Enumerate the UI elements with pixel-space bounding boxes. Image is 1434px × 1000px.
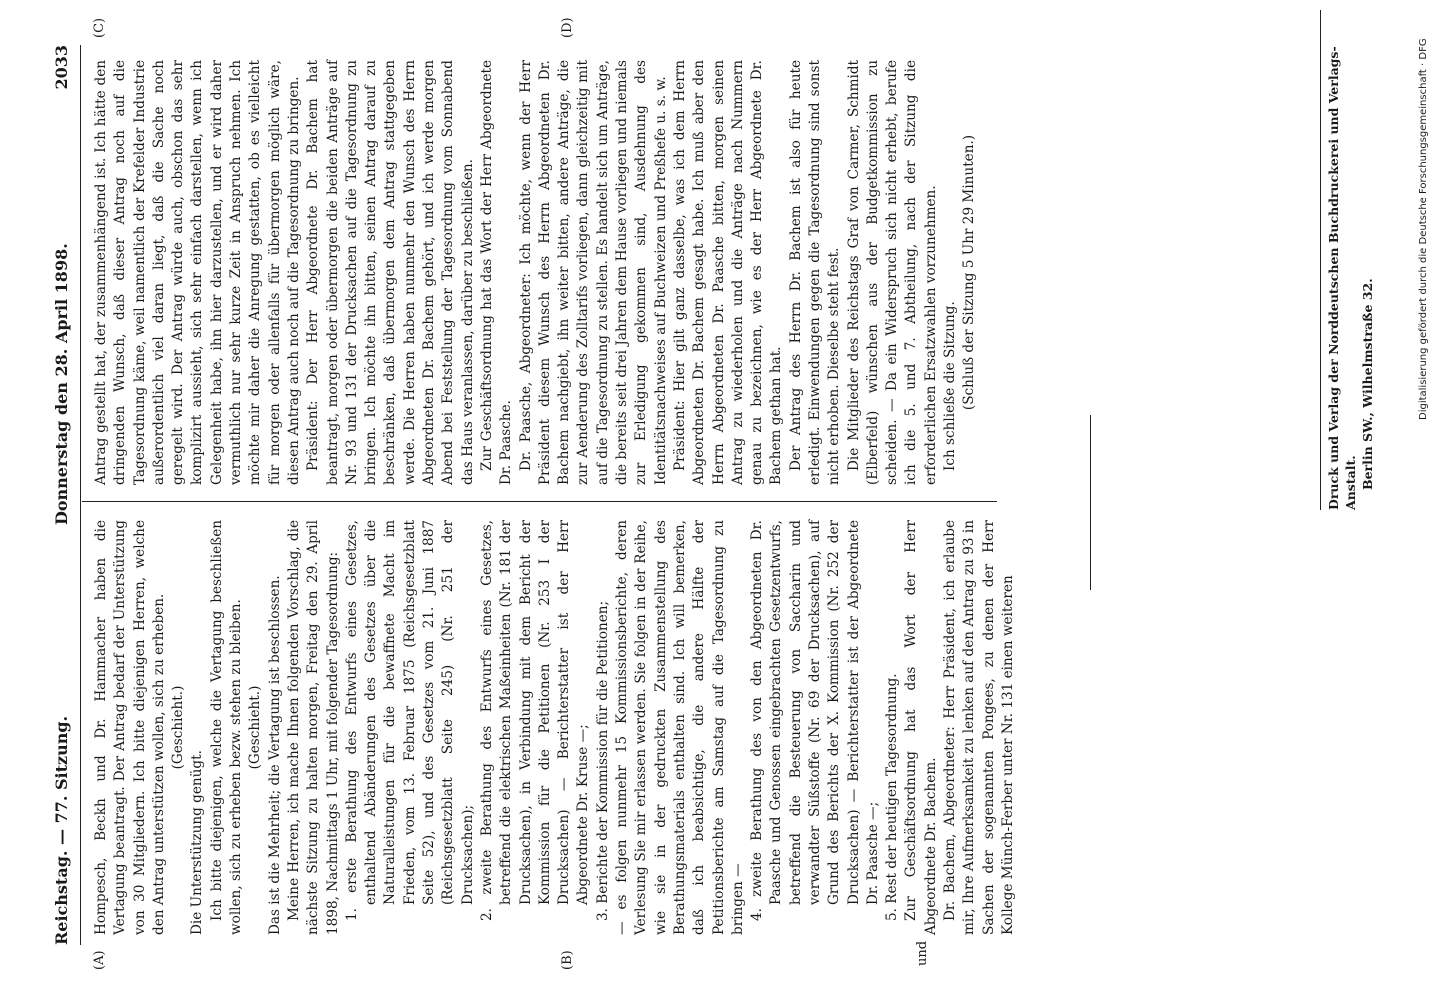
agenda-item: 1. erste Berathung des Entwurfs eines Gesetzes, enthaltend Abänderungen des Gesetzes über die Naturalleistungen für die bewaffnete Macht im Frieden, vom 13. Februar 1875 (Reichsgesetzblatt Seite 52), und des Gesetzes vom 21. Juni 1887 (Reichsgesetzblatt Seite 245) (Nr. 251 der Drucksachen); [343, 520, 476, 921]
imprint-line-2: Berlin SW., Wilhelmstraße 32. [1360, 278, 1375, 490]
und-word: und [915, 940, 930, 966]
agenda-item: 2. zweite Berathung des Entwurfs eines Gesetzes, betreffend die elektrischen Maßeinheiten (Nr. 181 der Drucksachen), in Verbindung mit dem Bericht der Kommission für die Petitionen (Nr. 253 I der Drucksachen) — Berichterstatter ist der Herr Abgeordnete Dr. Kruse —; [478, 520, 592, 921]
margin-mark-c: (C) [92, 17, 107, 38]
paragraph: Die Mitglieder des Reichstags Graf von Carmer, Schmidt (Elberfeld) wünschen aus der Budgetkommission zu scheiden. — Da ein Widerspruch sich nicht erhebt, berufe ich die 5. und 7. Abtheilung, nach der Sitzung die erforderlichen Ersatzwahlen vorzunehmen. [845, 60, 939, 485]
imprint-rule [1320, 10, 1321, 510]
printer-imprint [1325, 10, 1376, 510]
paragraph: (Schluß der Sitzung 5 Uhr 29 Minuten.) [961, 134, 978, 411]
header-center: Donnerstag den 28. April 1898. [52, 243, 71, 525]
paragraph: Dr. Paasche, Abgeordneter: Ich möchte, wenn der Herr Präsident diesem Wunsch des Herrn Abgeordneten Dr. Bachem nachgiebt, ihn weiter bitten, andere Anträge, die zur Aenderung des Zolltarifs vorliegen, dann gleichzeitig mit auf die Tagesordnung zu stellen. Es handelt sich um Anträge, die bereits seit drei Jahren dem Hause vorliegen und niemals zur Erledigung gekommen sind, Ausdehnung des Identitätsnachweises auf Buchweizen und Preßhefe u. s. w. [517, 60, 669, 485]
margin-mark-a: (A) [92, 950, 107, 970]
paragraph: Zur Geschäftsordnung hat das Wort der Herr Abgeordnete Dr. Bachem. [903, 520, 939, 935]
right-column [92, 60, 980, 485]
paragraph: Dr. Bachem, Abgeordneter: Herr Präsident, ich erlaube mir, Ihre Aufmerksamkeit zu lenken auf den Antrag zu 93 in Sachen der sogenannten Pongees, zu denen der Herr Kollege Münch-Ferber unter Nr. 131 einen weiteren [942, 520, 1016, 935]
header-left: Reichstag. — 77. Sitzung. [52, 715, 71, 945]
paragraph: Das ist die Mehrheit; die Vertagung ist beschlossen. [266, 575, 283, 935]
paragraph: Präsident: Der Herr Abgeordnete Dr. Bachem hat beantragt, morgen oder übermorgen die beiden Anträge auf Nr. 93 und 131 der Drucksachen auf die Tagesordnung zu bringen. Ich möchte ihn bitten, seinen Antrag darauf zu beschränken, daß übermorgen dem Antrag stattgegeben werde. Die Herren haben nunmehr den Wunsch des Herrn Abgeordneten Dr. Bachem gehört, und ich werde morgen Abend bei Feststellung der Tagesordnung vom Sonnabend das Haus veranlassen, darüber zu beschließen. [305, 60, 476, 485]
header-rule [80, 45, 81, 945]
agenda-item: 5. Rest der heutigen Tagesordnung. [884, 673, 901, 921]
margin-mark-b: (B) [560, 950, 575, 970]
digitization-note [1418, 0, 1429, 420]
paragraph: Meine Herren, ich mache Ihnen folgenden Vorschlag, die nächste Sitzung zu halten morgen, Freitag den 29. April 1898, Nachmittags 1 Uhr, mit folgender Tagesordnung: [285, 520, 341, 935]
paragraph: (Geschieht.) [170, 685, 187, 770]
column-divider [82, 501, 997, 502]
margin-mark-d: (D) [560, 17, 575, 38]
paragraph: Ich schließe die Sitzung. [942, 301, 959, 471]
left-column [92, 520, 1018, 935]
paragraph: Antrag gestellt hat, der zusammenhängend ist. Ich hätte den dringenden Wunsch, daß dieser Antrag noch auf die Tagesordnung käme, weil namentlich der Krefelder Industrie außerordentlich viel daran liegt, daß die Sache noch geregelt wird. Der Antrag würde auch, obschon das sehr komplizirt aussieht, sich sehr einfach darstellen, wenn ich Gelegenheit habe, ihn hier darzustellen, und er wird daher vermuthlich nur sehr kurze Zeit in Anspruch nehmen. Ich möchte mir daher die Anregung gestatten, ob es vielleicht für morgen oder allenfalls für übermorgen möglich wäre, diesen Antrag auch noch auf die Tagesordnung zu bringen. [93, 60, 302, 485]
agenda-item: 3. Berichte der Kommission für die Petitionen; [594, 600, 611, 921]
paragraph: Zur Geschäftsordnung hat das Wort der Herr Abgeordnete Dr. Paasche. [478, 60, 515, 485]
page-header [52, 45, 76, 945]
closing-rule [1090, 415, 1091, 590]
digitization-text: Digitalisierung gefördert durch die Deutsche Forschungsgemeinschaft · DFG [1418, 38, 1429, 420]
paragraph: Präsident: Hier gilt ganz dasselbe, was ich dem Herrn Abgeordneten Dr. Bachem gesagt habe. Ich muß aber den Herrn Abgeordneten Dr. Paasche bitten, morgen seinen Antrag zu wiederholen und die Anträge nach Nummern genau zu bezeichnen, wie es der Herr Abgeordnete Dr. Bachem gethan hat. [671, 60, 785, 485]
paragraph: Die Unterstützung genügt. [189, 750, 206, 935]
paragraph: — es folgen nunmehr 15 Kommissionsberichte, deren Verlesung Sie mir erlassen werden. Sie folgen in der Reihe, wie sie in der gedruckten Zusammenstellung des Berathungsmaterials enthalten sind. Ich will bemerken, daß ich beabsichtige, die andere Hälfte der Petitionsberichte am Samstag auf die Tagesordnung zu bringen — [614, 520, 746, 935]
paragraph: (Geschieht.) [247, 685, 264, 770]
imprint-line-1: Druck und Verlag der Norddeutschen Buchdruckerei und Verlags-Anstalt. [1326, 46, 1358, 510]
page-number: 2033 [52, 45, 71, 90]
paragraph: Der Antrag des Herrn Dr. Bachem ist also für heute erledigt. Einwendungen gegen die Tagesordnung sind sonst nicht erhoben. Dieselbe steht fest. [787, 60, 843, 485]
paragraph: Hompesch, Beckh und Dr. Hammacher haben die Vertagung beantragt. Der Antrag bedarf der Unterstützung von 30 Mitgliedern. Ich bitte diejenigen Herren, welche den Antrag unterstützen wollen, sich zu erheben. [93, 520, 167, 935]
agenda-item: 4. zweite Berathung des von den Abgeordneten Dr. Paasche und Genossen eingebrachten Gesetzentwurfs, betreffend die Besteuerung von Saccharin und verwandter Süßstoffe (Nr. 69 der Drucksachen), auf Grund des Berichts der X. Kommission (Nr. 252 der Drucksachen) — Berichterstatter ist der Abgeordnete Dr. Paasche —; [749, 520, 881, 921]
paragraph: Ich bitte diejenigen, welche die Vertagung beschließen wollen, sich zu erheben bezw. stehen zu bleiben. [208, 520, 245, 935]
